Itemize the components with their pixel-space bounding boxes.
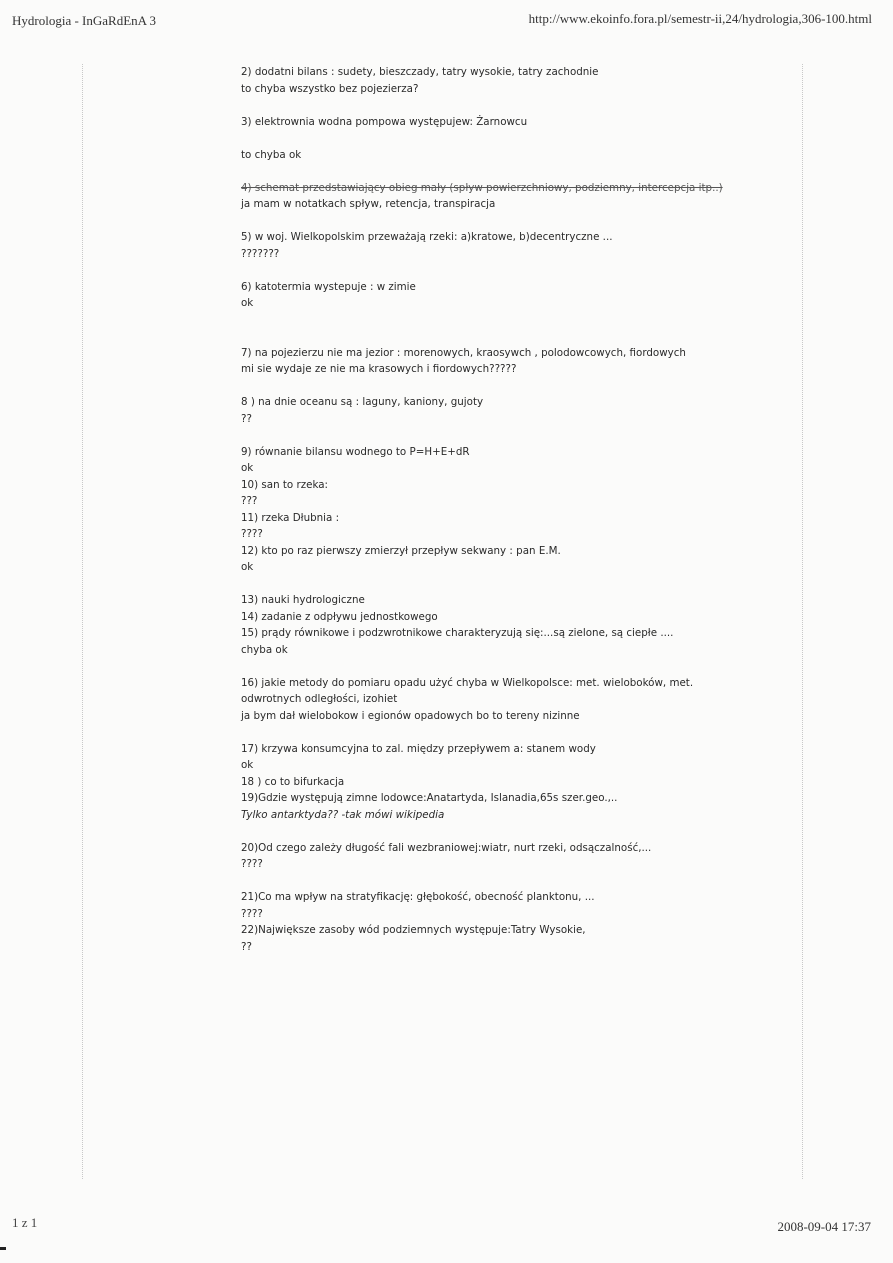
text-line: 9) równanie bilansu wodnego to P=H+E+dR [241,445,470,458]
text-line: Tylko antarktyda?? -tak mówi wikipedia [241,808,445,821]
text-line: ok [241,462,254,474]
text-line: 22)Największe zasoby wód podziemnych występuje:Tatry Wysokie, [241,924,586,936]
text-line: ???? [241,858,263,870]
document-title: Hydrologia - InGaRdEnA 3 [12,13,157,28]
text-line: 3) elektrownia wodna pompowa występujew: Żarnowcu [241,115,528,128]
text-line: 18 ) co to bifurkacja [241,775,345,788]
text-line: ok [241,561,254,573]
text-line: 12) kto po raz pierwszy zmierzył przepływ sekwany : pan E.M. [241,544,561,557]
text-line: ja mam w notatkach spływ, retencja, transpiracja [241,198,496,210]
text-line: odwrotnych odległości, izohiet [241,693,398,705]
text-line: 19)Gdzie występują zimne lodowce:Anatartyda, Islanadia,65s szer.geo.,.. [241,792,618,804]
right-margin-line [802,64,803,1179]
text-line: 21)Co ma wpływ na stratyfikację: głębokość, obecność planktonu, ... [241,891,595,903]
text-line: mi sie wydaje ze nie ma krasowych i fiordowych????? [241,363,517,375]
text-line: ok [241,759,254,771]
text-line: to chyba wszystko bez pojezierza? [241,82,419,95]
text-line: ???? [241,907,263,920]
text-line: 13) nauki hydrologiczne [241,594,365,606]
text-line: chyba ok [241,643,288,656]
text-line: ???? [241,528,263,540]
text-line: 10) san to rzeka: [241,478,329,491]
text-line: ?? [241,940,252,953]
text-line: 6) katotermia wystepuje : w zimie [241,280,416,293]
text-line: 7) na pojezierzu nie ma jezior : morenowych, kraosywch , polodowcowych, fiordowych [241,346,686,359]
struck-text-line: 4) schemat przedstawiający obieg mały (spływ powierzchniowy, podziemny, intercepcja itp..) [241,181,723,194]
scan-mark [0,1247,6,1250]
text-line: 20)Od czego zależy długość fali wezbraniowej:wiatr, nurt rzeki, odsączalność,... [241,841,652,854]
text-line: 8 ) na dnie oceanu są : laguny, kaniony, gujoty [241,396,484,408]
text-line: ??? [241,495,258,507]
page-number: 1 z 1 [12,1215,38,1230]
text-line: to chyba ok [241,148,302,161]
text-line: 2) dodatni bilans : sudety, bieszczady, tatry wysokie, tatry zachodnie [241,66,599,78]
text-line: 5) w woj. Wielkopolskim przeważają rzeki: a)kratowe, b)decentryczne ... [241,231,613,243]
text-line: 16) jakie metody do pomiaru opadu użyć chyba w Wielkopolsce: met. wieloboków, met. [241,676,694,689]
text-line: ja bym dał wielobokow i egionów opadowych bo to tereny nizinne [241,709,580,722]
text-line: 11) rzeka Dłubnia : [241,511,340,524]
text-line: 14) zadanie z odpływu jednostkowego [241,610,438,623]
text-line: 15) prądy równikowe i podzwrotnikowe charakteryzują się:...są zielone, są ciepłe .... [241,627,674,639]
text-line: 17) krzywa konsumcyjna to zal. między przepływem a: stanem wody [241,742,596,755]
text-line: ok [241,297,254,309]
print-datetime: 2008-09-04 17:37 [777,1219,871,1234]
page-url[interactable]: http://www.ekoinfo.fora.pl/semestr-ii,24/hydrologia,306-100.html [528,11,872,26]
text-line: ?? [241,412,252,425]
left-margin-line [82,64,83,1179]
post-content [241,64,796,955]
text-line: ??????? [241,247,280,260]
